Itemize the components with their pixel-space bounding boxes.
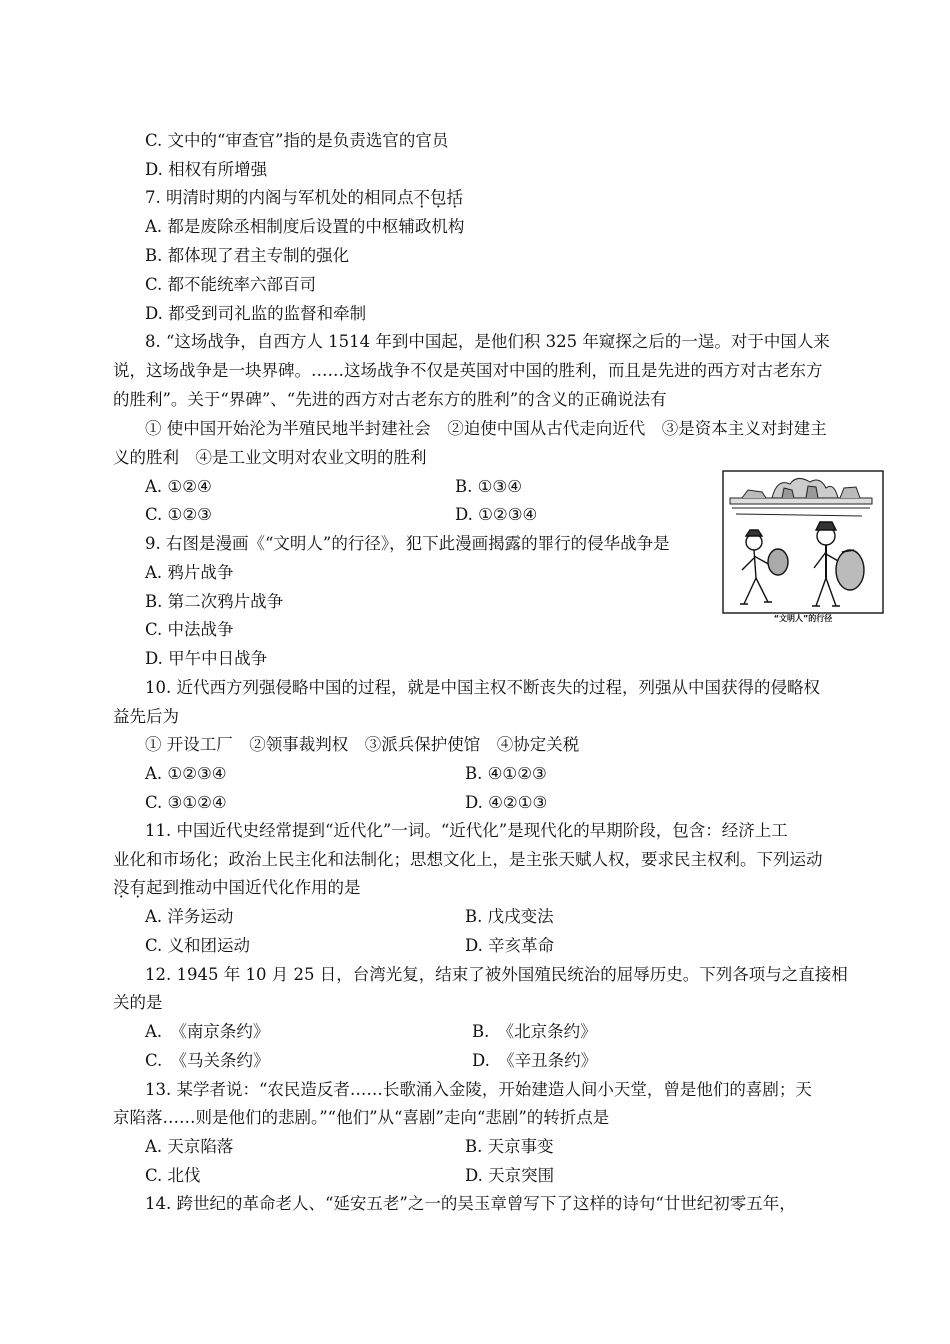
q11-stem-line3-text: 起到推动中国近代化作用的是 (146, 878, 361, 897)
q8-stem-line3: 的胜利”。关于“界碑”、“先进的西方对古老东方的胜利”的含义的正确说法有 (113, 390, 667, 409)
q8-stem-line1: 8. “这场战争，自西方人 1514 年到中国起，是他们积 325 年窥探之后的一逞。对于中国人来 (145, 332, 830, 351)
q7-option-a: A. 都是废除丞相制度后设置的中枢辅政机构 (145, 217, 465, 236)
q8-option-b: B. ①③④ (455, 477, 522, 496)
q12-option-a: A. 《南京条约》 (145, 1022, 270, 1041)
q12-option-c: C. 《马关条约》 (145, 1051, 270, 1070)
q13-stem-line1: 13. 某学者说：“农民造反者……长歌涌入金陵，开始建造人间小天堂，曾是他们的喜剧；天 (145, 1080, 812, 1099)
q10-option-b: B. ④①②③ (465, 764, 547, 783)
q12-stem-line2: 关的是 (113, 993, 163, 1012)
q8-items-line2: 义的胜利 ④是工业文明对农业文明的胜利 (113, 448, 427, 467)
q9-option-a: A. 鸦片战争 (145, 563, 234, 582)
q9-stem: 9. 右图是漫画《“文明人”的行径》，犯下此漫画揭露的罪行的侵华战争是 (145, 534, 670, 553)
q6-option-d: D. 相权有所增强 (145, 160, 268, 179)
q6-option-c: C. 文中的“审查官”指的是负责选官的官员 (145, 131, 449, 150)
q8-stem-line2: 说，这场战争是一块界碑。……这场战争不仅是英国对中国的胜利，而且是先进的西方对古老东方 (113, 361, 823, 380)
q8-option-c: C. ①②③ (145, 505, 212, 524)
q14-stem-line1: 14. 跨世纪的革命老人、“延安五老”之一的吴玉章曾写下了这样的诗句“廿世纪初零五年， (145, 1194, 796, 1213)
q7-option-d: D. 都受到司礼监的监督和牵制 (145, 304, 367, 323)
q11-emphasis-char: 没 (113, 878, 130, 897)
q12-option-d: D. 《辛丑条约》 (472, 1051, 598, 1070)
q10-items: ① 开设工厂 ②领事裁判权 ③派兵保护使馆 ④协定关税 (145, 735, 580, 754)
q13-option-b: B. 天京事变 (465, 1137, 554, 1156)
q9-option-b: B. 第二次鸦片战争 (145, 592, 284, 611)
q13-option-a: A. 天京陷落 (145, 1137, 234, 1156)
q8-items-line1: ① 使中国开始沦为半殖民地半封建社会 ②迫使中国从古代走向近代 ③是资本主义对封建主 (145, 419, 827, 438)
q8-option-d: D. ①②③④ (455, 505, 538, 524)
q11-stem-line3 (113, 878, 361, 898)
q13-option-c: C. 北伐 (145, 1166, 201, 1185)
q10-option-a: A. ①②③④ (145, 764, 227, 783)
q7-emphasis-char: 包 (430, 188, 447, 207)
q7-stem-text: 7. 明清时期的内阁与军机处的相同点 (145, 188, 414, 207)
q11-option-c: C. 义和团运动 (145, 936, 251, 955)
q8-option-a: A. ①②④ (145, 477, 212, 496)
q7-option-b: B. 都体现了君主专制的强化 (145, 246, 350, 265)
civilized-men-cartoon (722, 470, 884, 626)
q7-emphasis-char: 括 (446, 188, 463, 207)
q12-stem-line1: 12. 1945 年 10 月 25 日，台湾光复，结束了被外国殖民统治的屈辱历史。下列各项与之直接相 (145, 965, 848, 984)
q11-stem-line2: 业化和市场化；政治上民主化和法制化；思想文化上，是主张天赋人权，要求民主权利。下列运动 (113, 850, 823, 869)
q9-option-c: C. 中法战争 (145, 620, 234, 639)
q11-option-d: D. 辛亥革命 (465, 936, 555, 955)
q10-stem-line1: 10. 近代西方列强侵略中国的过程，就是中国主权不断丧失的过程，列强从中国获得的侵略权 (145, 678, 820, 697)
q10-option-d: D. ④②①③ (465, 793, 548, 812)
q7-emphasis-char: 不 (413, 188, 430, 207)
q11-emphasis-char: 有 (129, 878, 146, 897)
q13-option-d: D. 天京突围 (465, 1166, 555, 1185)
q7-stem (145, 188, 463, 208)
q11-option-b: B. 戊戌变法 (465, 907, 554, 926)
q13-stem-line2: 京陷落……则是他们的悲剧。”“他们”从“喜剧”走向“悲剧”的转折点是 (113, 1108, 610, 1127)
q12-option-b: B. 《北京条约》 (472, 1022, 597, 1041)
q7-option-c: C. 都不能统率六部百司 (145, 275, 317, 294)
q11-stem-line1: 11. 中国近代史经常提到“近代化”一词。“近代化”是现代化的早期阶段，包含：经济上工 (145, 821, 788, 840)
q11-option-a: A. 洋务运动 (145, 907, 234, 926)
q10-option-c: C. ③①②④ (145, 793, 227, 812)
cartoon-caption: “文明人”的行径 (773, 614, 833, 623)
q9-option-d: D. 甲午中日战争 (145, 649, 268, 668)
q10-stem-line2: 益先后为 (113, 707, 179, 726)
